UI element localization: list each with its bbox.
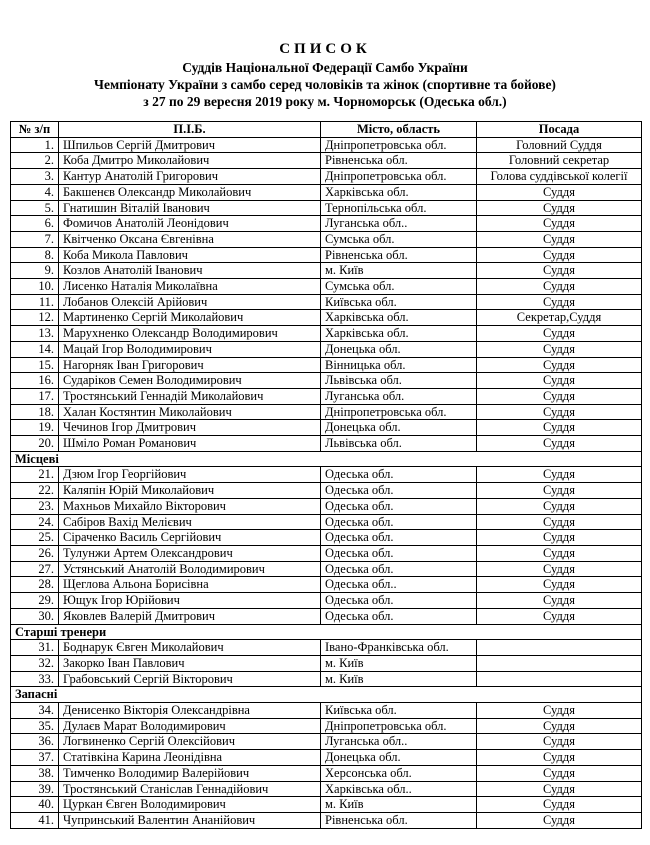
position: Суддя	[477, 279, 642, 295]
table-row	[11, 420, 642, 436]
row-number: 10.	[11, 279, 59, 295]
person-name: Коба Дмитро Миколайович	[59, 153, 321, 169]
row-number: 26.	[11, 545, 59, 561]
person-name: Шпильов Сергій Дмитрович	[59, 137, 321, 153]
position: Суддя	[477, 545, 642, 561]
section-row	[11, 624, 642, 640]
person-name: Мартиненко Сергій Миколайович	[59, 310, 321, 326]
city-region: Харківська обл.	[321, 184, 477, 200]
table-row	[11, 797, 642, 813]
row-number: 27.	[11, 561, 59, 577]
position: Суддя	[477, 765, 642, 781]
person-name: Тростянський Геннадій Миколайович	[59, 388, 321, 404]
city-region: Дніпропетровська обл.	[321, 169, 477, 185]
person-name: Козлов Анатолій Іванович	[59, 263, 321, 279]
table-row	[11, 436, 642, 452]
person-name: Щеглова Альона Борисівна	[59, 577, 321, 593]
table-row	[11, 514, 642, 530]
position: Суддя	[477, 703, 642, 719]
city-region: Київська обл.	[321, 703, 477, 719]
judges-table	[10, 121, 642, 829]
city-region: Київська обл.	[321, 294, 477, 310]
person-name: Сударіков Семен Володимирович	[59, 373, 321, 389]
table-row	[11, 671, 642, 687]
row-number: 37.	[11, 750, 59, 766]
person-name: Кантур Анатолій Григорович	[59, 169, 321, 185]
city-region: Сумська обл.	[321, 231, 477, 247]
city-region: Херсонська обл.	[321, 765, 477, 781]
position: Суддя	[477, 263, 642, 279]
person-name: Нагорняк Іван Григорович	[59, 357, 321, 373]
city-region: Івано-Франківська обл.	[321, 640, 477, 656]
table-row	[11, 812, 642, 828]
row-number: 29.	[11, 593, 59, 609]
position: Суддя	[477, 231, 642, 247]
person-name: Логвиненко Сергій Олексійович	[59, 734, 321, 750]
position: Суддя	[477, 812, 642, 828]
position: Суддя	[477, 467, 642, 483]
table-row	[11, 357, 642, 373]
table-row	[11, 137, 642, 153]
position: Суддя	[477, 404, 642, 420]
row-number: 8.	[11, 247, 59, 263]
table-row	[11, 373, 642, 389]
person-name: Бакшенєв Олександр Миколайович	[59, 184, 321, 200]
position: Суддя	[477, 388, 642, 404]
city-region: Одеська обл.	[321, 608, 477, 624]
table-row	[11, 169, 642, 185]
section-row	[11, 687, 642, 703]
city-region: Одеська обл.	[321, 545, 477, 561]
row-number: 6.	[11, 216, 59, 232]
row-number: 5.	[11, 200, 59, 216]
position: Суддя	[477, 436, 642, 452]
row-number: 20.	[11, 436, 59, 452]
city-region: Львівська обл.	[321, 436, 477, 452]
person-name: Лисенко Наталія Миколаївна	[59, 279, 321, 295]
position: Головний Суддя	[477, 137, 642, 153]
table-row	[11, 530, 642, 546]
position: Суддя	[477, 216, 642, 232]
table-row	[11, 310, 642, 326]
person-name: Тростянський Станіслав Геннадійович	[59, 781, 321, 797]
table-row	[11, 483, 642, 499]
position: Суддя	[477, 734, 642, 750]
person-name: Тимченко Володимир Валерійович	[59, 765, 321, 781]
position: Суддя	[477, 357, 642, 373]
table-row	[11, 593, 642, 609]
city-region: Луганська обл.	[321, 388, 477, 404]
subtitle-line-2: Чемпіонату України з самбо серед чоловіків та жінок (спортивне та бойове)	[94, 77, 556, 92]
city-region: Одеська обл.	[321, 561, 477, 577]
person-name: Халан Костянтин Миколайович	[59, 404, 321, 420]
column-header-name: П.І.Б.	[59, 122, 321, 138]
person-name: Денисенко Вікторія Олександрівна	[59, 703, 321, 719]
table-row	[11, 577, 642, 593]
subtitle-line-3: з 27 по 29 вересня 2019 року м. Чорноморськ (Одеська обл.)	[143, 94, 507, 109]
city-region: Луганська обл..	[321, 734, 477, 750]
person-name: Сабіров Вахід Мелієвич	[59, 514, 321, 530]
table-row	[11, 467, 642, 483]
row-number: 41.	[11, 812, 59, 828]
city-region: м. Київ	[321, 797, 477, 813]
position: Суддя	[477, 561, 642, 577]
city-region: Рівненська обл.	[321, 812, 477, 828]
city-region: Одеська обл.	[321, 593, 477, 609]
position: Суддя	[477, 593, 642, 609]
position: Суддя	[477, 797, 642, 813]
document-header	[0, 40, 650, 110]
position: Суддя	[477, 184, 642, 200]
city-region: Донецька обл.	[321, 341, 477, 357]
table-row	[11, 765, 642, 781]
table-row	[11, 247, 642, 263]
row-number: 33.	[11, 671, 59, 687]
person-name: Махньов Михайло Вікторович	[59, 498, 321, 514]
person-name: Каляпін Юрій Миколайович	[59, 483, 321, 499]
position: Суддя	[477, 341, 642, 357]
position: Суддя	[477, 750, 642, 766]
position: Суддя	[477, 326, 642, 342]
table-row	[11, 279, 642, 295]
subtitle-line-1: Суддів Національної Федерації Самбо України	[182, 60, 468, 75]
table-row	[11, 750, 642, 766]
position	[477, 655, 642, 671]
table-row	[11, 561, 642, 577]
row-number: 31.	[11, 640, 59, 656]
table-row	[11, 200, 642, 216]
table-row	[11, 294, 642, 310]
city-region: Одеська обл.	[321, 483, 477, 499]
row-number: 14.	[11, 341, 59, 357]
city-region: Рівненська обл.	[321, 153, 477, 169]
table-row	[11, 231, 642, 247]
table-row	[11, 655, 642, 671]
document-title: СПИСОК	[279, 41, 371, 57]
row-number: 12.	[11, 310, 59, 326]
table-row	[11, 404, 642, 420]
position: Суддя	[477, 530, 642, 546]
row-number: 40.	[11, 797, 59, 813]
section-label: Місцеві	[11, 451, 642, 467]
row-number: 28.	[11, 577, 59, 593]
table-row	[11, 734, 642, 750]
city-region: Одеська обл..	[321, 577, 477, 593]
person-name: Закорко Іван Павлович	[59, 655, 321, 671]
city-region: Рівненська обл.	[321, 247, 477, 263]
person-name: Мацай Ігор Володимирович	[59, 341, 321, 357]
table-row	[11, 703, 642, 719]
person-name: Устянський Анатолій Володимирович	[59, 561, 321, 577]
table-row	[11, 184, 642, 200]
position	[477, 640, 642, 656]
city-region: м. Київ	[321, 655, 477, 671]
city-region: м. Київ	[321, 671, 477, 687]
position: Голова суддівської колегії	[477, 169, 642, 185]
section-label: Старші тренери	[11, 624, 642, 640]
person-name: Квітченко Оксана Євгенівна	[59, 231, 321, 247]
person-name: Шміло Роман Романович	[59, 436, 321, 452]
city-region: Дніпропетровська обл.	[321, 404, 477, 420]
city-region: Тернопільська обл.	[321, 200, 477, 216]
city-region: Сумська обл.	[321, 279, 477, 295]
city-region: Одеська обл.	[321, 530, 477, 546]
table-row	[11, 498, 642, 514]
position: Суддя	[477, 514, 642, 530]
person-name: Гнатишин Віталій Іванович	[59, 200, 321, 216]
row-number: 22.	[11, 483, 59, 499]
person-name: Грабовський Сергій Вікторович	[59, 671, 321, 687]
person-name: Чупринський Валентин Ананійович	[59, 812, 321, 828]
column-header-number: № з/п	[11, 122, 59, 138]
table-body	[11, 137, 642, 828]
person-name: Статівкіна Карина Леонідівна	[59, 750, 321, 766]
position: Суддя	[477, 608, 642, 624]
person-name: Боднарук Євген Миколайович	[59, 640, 321, 656]
position: Суддя	[477, 483, 642, 499]
row-number: 16.	[11, 373, 59, 389]
row-number: 2.	[11, 153, 59, 169]
person-name: Дзюм Ігор Георгійович	[59, 467, 321, 483]
city-region: Харківська обл.	[321, 326, 477, 342]
city-region: м. Київ	[321, 263, 477, 279]
column-header-city: Місто, область	[321, 122, 477, 138]
position: Секретар,Суддя	[477, 310, 642, 326]
row-number: 21.	[11, 467, 59, 483]
row-number: 1.	[11, 137, 59, 153]
row-number: 3.	[11, 169, 59, 185]
person-name: Лобанов Олексій Арійович	[59, 294, 321, 310]
city-region: Одеська обл.	[321, 514, 477, 530]
row-number: 18.	[11, 404, 59, 420]
person-name: Сіраченко Василь Сергійович	[59, 530, 321, 546]
table-row	[11, 263, 642, 279]
table-row	[11, 153, 642, 169]
row-number: 4.	[11, 184, 59, 200]
row-number: 35.	[11, 718, 59, 734]
row-number: 38.	[11, 765, 59, 781]
table-row	[11, 341, 642, 357]
person-name: Фомичов Анатолій Леонідович	[59, 216, 321, 232]
person-name: Чечинов Ігор Дмитрович	[59, 420, 321, 436]
person-name: Цуркан Євген Володимирович	[59, 797, 321, 813]
city-region: Луганська обл..	[321, 216, 477, 232]
city-region: Донецька обл.	[321, 750, 477, 766]
row-number: 19.	[11, 420, 59, 436]
row-number: 36.	[11, 734, 59, 750]
row-number: 25.	[11, 530, 59, 546]
row-number: 11.	[11, 294, 59, 310]
position: Суддя	[477, 718, 642, 734]
row-number: 39.	[11, 781, 59, 797]
person-name: Яковлев Валерій Дмитрович	[59, 608, 321, 624]
row-number: 24.	[11, 514, 59, 530]
position: Суддя	[477, 294, 642, 310]
person-name: Дулаєв Марат Володимирович	[59, 718, 321, 734]
person-name: Марухненко Олександр Володимирович	[59, 326, 321, 342]
city-region: Харківська обл.	[321, 310, 477, 326]
city-region: Харківська обл..	[321, 781, 477, 797]
table-row	[11, 388, 642, 404]
row-number: 13.	[11, 326, 59, 342]
table-row	[11, 608, 642, 624]
row-number: 34.	[11, 703, 59, 719]
row-number: 23.	[11, 498, 59, 514]
row-number: 7.	[11, 231, 59, 247]
row-number: 30.	[11, 608, 59, 624]
position	[477, 671, 642, 687]
position: Суддя	[477, 498, 642, 514]
table-row	[11, 640, 642, 656]
row-number: 17.	[11, 388, 59, 404]
position: Суддя	[477, 200, 642, 216]
table-row	[11, 326, 642, 342]
row-number: 15.	[11, 357, 59, 373]
table-row	[11, 216, 642, 232]
position: Головний секретар	[477, 153, 642, 169]
position: Суддя	[477, 420, 642, 436]
position: Суддя	[477, 781, 642, 797]
city-region: Одеська обл.	[321, 498, 477, 514]
person-name: Ющук Ігор Юрійович	[59, 593, 321, 609]
position: Суддя	[477, 577, 642, 593]
section-row	[11, 451, 642, 467]
city-region: Донецька обл.	[321, 420, 477, 436]
city-region: Дніпропетровська обл.	[321, 137, 477, 153]
column-header-position: Посада	[477, 122, 642, 138]
city-region: Дніпропетровська обл.	[321, 718, 477, 734]
row-number: 32.	[11, 655, 59, 671]
table-row	[11, 718, 642, 734]
city-region: Одеська обл.	[321, 467, 477, 483]
city-region: Вінницька обл.	[321, 357, 477, 373]
position: Суддя	[477, 373, 642, 389]
table-row	[11, 781, 642, 797]
person-name: Коба Микола Павлович	[59, 247, 321, 263]
row-number: 9.	[11, 263, 59, 279]
table-header-row	[11, 122, 642, 138]
table-row	[11, 545, 642, 561]
city-region: Львівська обл.	[321, 373, 477, 389]
section-label: Запасні	[11, 687, 642, 703]
person-name: Тулунжи Артем Олександрович	[59, 545, 321, 561]
position: Суддя	[477, 247, 642, 263]
